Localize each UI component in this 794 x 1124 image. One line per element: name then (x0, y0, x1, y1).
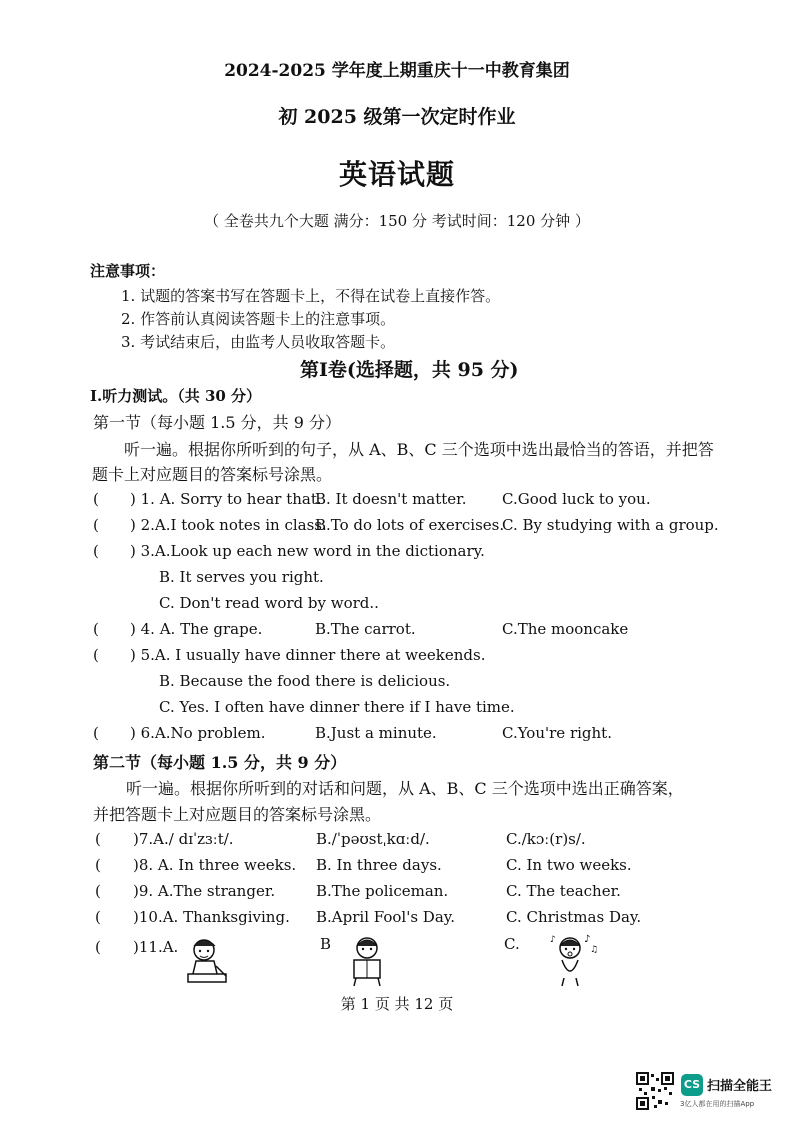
answer-paren: ( (93, 490, 99, 508)
scanner-app-name: 扫描全能王 (707, 1079, 773, 1094)
q7-option-b: B./ˈpəʊstˌkɑːd/. (316, 830, 430, 848)
svg-text:♪: ♪ (584, 934, 591, 945)
sec1-instruction-1: 听一遍。根据你所听到的句子，从 A、B、C 三个选项中选出最恰当的答语，并把答 (124, 440, 714, 459)
q3-option-a: ) 3.A.Look up each new word in the dictionary. (130, 542, 485, 560)
answer-paren: ( (93, 516, 99, 534)
scanner-app-tagline: 3亿人都在用的扫描App (680, 1100, 755, 1108)
boy-reading-illustration (346, 934, 388, 988)
q4-option-a: ) 4. A. The grape. (130, 620, 263, 638)
q8-option-c: C. In two weeks. (506, 856, 632, 874)
page-number: 第 1 页 共 12 页 (340, 995, 454, 1013)
answer-paren: ( (95, 908, 101, 926)
sec2-instruction-1: 听一遍。根据你所听到的对话和问题，从 A、B、C 三个选项中选出正确答案， (126, 779, 684, 798)
girl-writing-illustration (182, 934, 232, 986)
sec2-instruction-2: 并把答题卡上对应题目的答案标号涂黑。 (93, 805, 382, 824)
q5-option-b: B. Because the food there is delicious. (159, 672, 451, 690)
answer-paren: ( (95, 830, 101, 848)
note-item-2: 2. 作答前认真阅读答题卡上的注意事项。 (121, 310, 396, 328)
page-title: 英语试题 (338, 158, 455, 191)
q4-option-b: B.The carrot. (315, 620, 416, 638)
answer-paren: ( (95, 856, 101, 874)
q9-option-a: )9. A.The stranger. (133, 882, 276, 900)
q11-option-c: C. (504, 935, 520, 953)
q6-option-a: ) 6.A.No problem. (130, 724, 266, 742)
q5-option-c: C. Yes. I often have dinner there if I have time. (159, 698, 515, 716)
q8-option-b: B. In three days. (316, 856, 442, 874)
exam-info: （ 全卷共九个大题 满分：150 分 考试时间：120 分钟 ） (204, 212, 590, 230)
q7-option-c: C./kɔː(r)s/. (506, 830, 586, 848)
q1-option-c: C.Good luck to you. (502, 490, 651, 508)
answer-paren: ( (95, 882, 101, 900)
answer-paren: ( (93, 646, 99, 664)
camscanner-logo-icon: CS (681, 1074, 703, 1096)
q1-option-a: ) 1. A. Sorry to hear that. (130, 490, 322, 508)
sec1-instruction-2: 题卡上对应题目的答案标号涂黑。 (92, 465, 333, 484)
q1-option-b: B. It doesn't matter. (315, 490, 467, 508)
notes-heading: 注意事项： (90, 262, 166, 280)
q2-option-c: C. By studying with a group. (502, 516, 719, 534)
q9-option-b: B.The policeman. (316, 882, 449, 900)
q10-option-a: )10.A. Thanksgiving. (133, 908, 290, 926)
answer-paren: ( (95, 938, 101, 956)
q11-option-b: B (320, 935, 332, 953)
q6-option-b: B.Just a minute. (315, 724, 437, 742)
q4-option-c: C.The mooncake (502, 620, 629, 638)
q7-option-a: )7.A./ dɪˈzɜːt/. (133, 830, 234, 848)
answer-paren: ( (93, 542, 99, 560)
section-heading: I.听力测试。（共 30 分） (90, 387, 262, 405)
sec1-heading: 第一节（每小题 1.5 分，共 9 分） (93, 413, 341, 432)
exam-subtitle: 初 2025 级第一次定时作业 (278, 106, 516, 128)
note-item-3: 3. 考试结束后，由监考人员收取答题卡。 (121, 333, 396, 351)
svg-text:♫: ♫ (590, 945, 598, 955)
school-header: 2024-2025 学年度上期重庆十一中教育集团 (224, 61, 570, 81)
q10-option-c: C. Christmas Day. (506, 908, 642, 926)
answer-paren: ( (93, 724, 99, 742)
q8-option-a: )8. A. In three weeks. (133, 856, 297, 874)
note-item-1: 1. 试题的答案书写在答题卡上，不得在试卷上直接作答。 (121, 287, 501, 305)
q2-option-b: B.To do lots of exercises. (315, 516, 505, 534)
q2-option-a: ) 2.A.I took notes in class. (130, 516, 327, 534)
singing-person-illustration (550, 932, 598, 988)
answer-paren: ( (93, 620, 99, 638)
q3-option-c: C. Don't read word by word.. (159, 594, 379, 612)
qr-code-icon (636, 1072, 674, 1110)
q5-option-a: ) 5.A. I usually have dinner there at weekends. (130, 646, 486, 664)
svg-text:♪: ♪ (550, 935, 556, 945)
sec2-heading: 第二节（每小题 1.5 分，共 9 分） (93, 753, 347, 772)
part-title: 第Ⅰ卷(选择题，共 95 分) (300, 359, 519, 381)
q11-option-a: )11.A. (133, 938, 179, 956)
q3-option-b: B. It serves you right. (159, 568, 324, 586)
q10-option-b: B.April Fool's Day. (316, 908, 456, 926)
q6-option-c: C.You're right. (502, 724, 612, 742)
q9-option-c: C. The teacher. (506, 882, 621, 900)
